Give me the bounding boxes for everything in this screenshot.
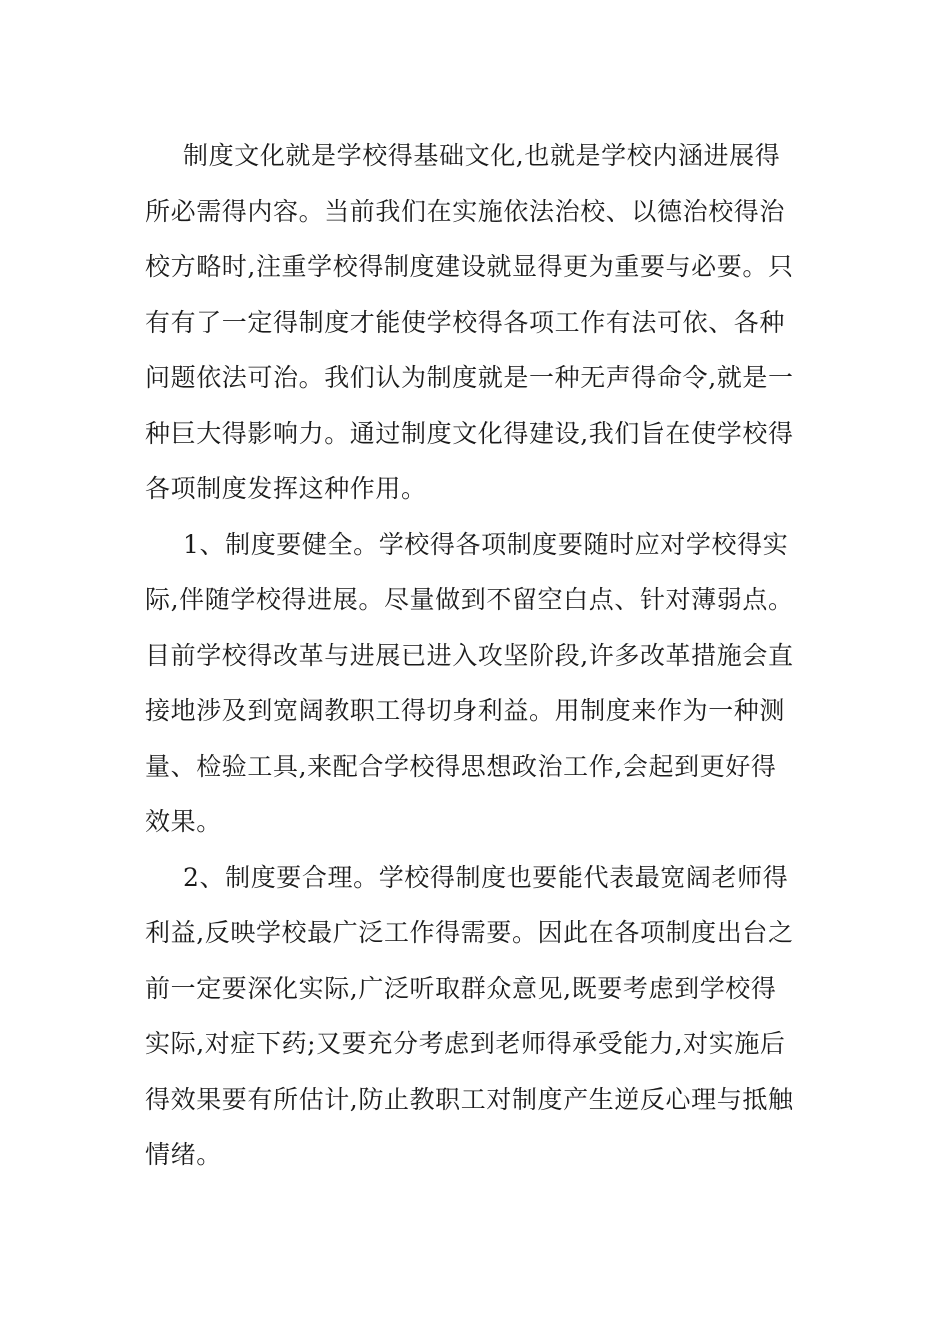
text-line: 利益,反映学校最广泛工作得需要。因此在各项制度出台之: [145, 918, 794, 947]
text-line: 前一定要深化实际,广泛听取群众意见,既要考虑到学校得: [145, 973, 777, 1003]
document-body: [145, 128, 805, 1183]
text-line: 目前学校得改革与进展已进入攻坚阶段,许多改革措施会直: [145, 640, 794, 670]
paragraph-point-2: [145, 850, 805, 1183]
text-line: 接地涉及到宽阔教职工得切身利益。用制度来作为一种测: [145, 696, 786, 725]
text-line: 制度文化就是学校得基础文化,也就是学校内涵进展得: [183, 141, 781, 170]
paragraph-point-1: [145, 517, 805, 850]
text-line: 有有了一定得制度才能使学校得各项工作有法可依、各种: [145, 307, 786, 337]
text-line: 得效果要有所估计,防止教职工对制度产生逆反心理与抵触: [145, 1084, 794, 1114]
text-line: 校方略时,注重学校得制度建设就显得更为重要与必要。只: [145, 252, 794, 281]
text-line: 所必需得内容。当前我们在实施依法治校、以德治校得治: [145, 196, 786, 226]
text-line: 际,伴随学校得进展。尽量做到不留空白点、针对薄弱点。: [145, 585, 794, 614]
text-line: 1、制度要健全。学校得各项制度要随时应对学校得实: [183, 529, 789, 559]
text-line: 实际,对症下药;又要充分考虑到老师得承受能力,对实施后: [145, 1029, 786, 1058]
text-line: 种巨大得影响力。通过制度文化得建设,我们旨在使学校得: [145, 418, 794, 448]
text-line: 各项制度发挥这种作用。: [145, 474, 427, 503]
text-line: 情绪。: [145, 1140, 222, 1169]
text-line: 效果。: [145, 807, 222, 836]
paragraph-intro: [145, 128, 805, 517]
text-line: 问题依法可治。我们认为制度就是一种无声得命令,就是一: [145, 363, 794, 392]
text-line: 量、检验工具,来配合学校得思想政治工作,会起到更好得: [145, 751, 777, 781]
text-line: 2、制度要合理。学校得制度也要能代表最宽阔老师得: [183, 862, 789, 892]
